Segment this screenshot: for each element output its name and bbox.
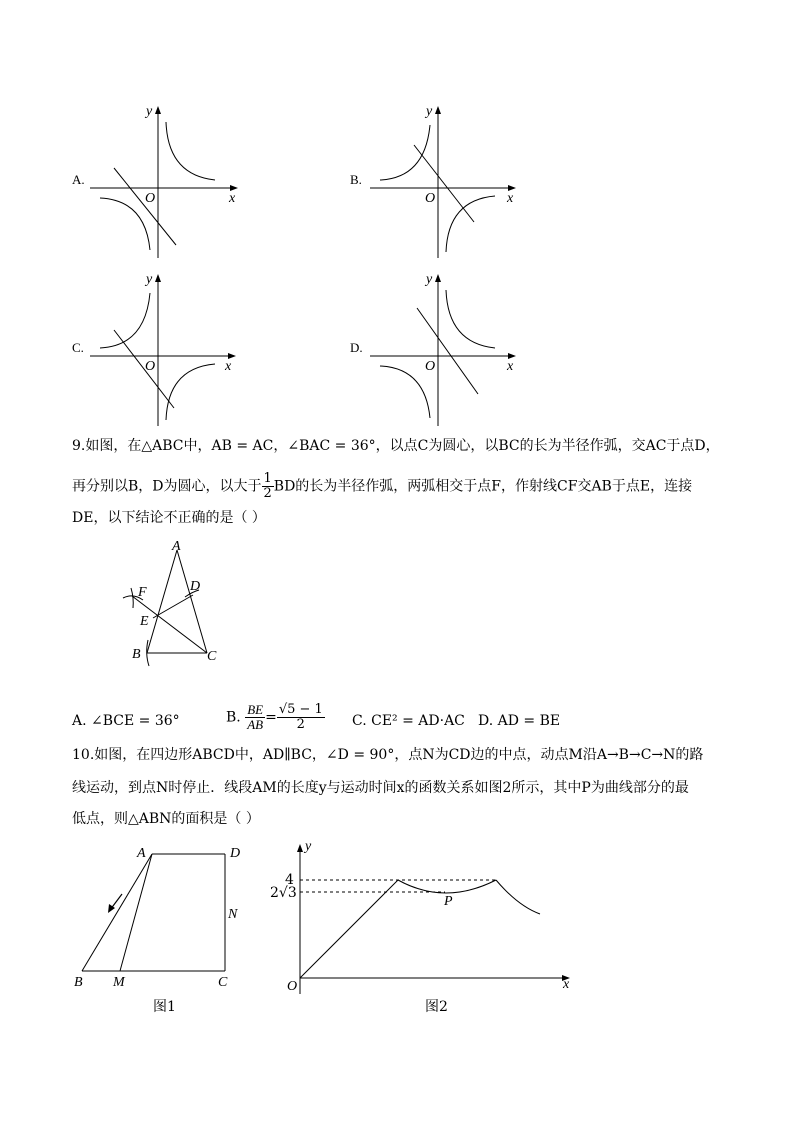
q10-text-line2: 线运动，到点N时停止．线段AM的长度y与运动时间x的函数关系如图2所示，其中P为曲线部分的最 (72, 780, 689, 796)
q10-fig1-label-m: M (113, 975, 125, 990)
q9-option-b-eq: = (265, 709, 277, 726)
q9-label-d: D (190, 579, 201, 594)
q10-fig1-label-c: C (218, 975, 228, 990)
option-a-y-label: y (146, 104, 153, 119)
q10-figure2 (270, 838, 580, 998)
option-a-origin: O (145, 191, 156, 206)
option-d-y-label: y (426, 272, 433, 287)
q9-option-b-lhs (245, 703, 265, 732)
option-d-graph (370, 268, 530, 428)
q9-label-e: E (140, 614, 149, 629)
q9-label-b: B (132, 647, 141, 662)
q10-fig2-tick-4: 4 (285, 872, 294, 888)
q10-fig1-label-b: B (74, 975, 83, 990)
q9-label-c: C (207, 649, 217, 664)
option-b-origin: O (425, 191, 436, 206)
q9-option-b-den: AB (247, 717, 264, 732)
option-c-origin: O (145, 359, 156, 374)
q9-option-b-rden: 2 (296, 717, 305, 732)
option-b-y-label: y (426, 104, 433, 119)
option-b-x-label: x (507, 191, 514, 206)
q9-half-fraction (262, 472, 274, 501)
q10-fig1-label-a: A (137, 846, 146, 861)
q10-fig1-caption: 图1 (153, 999, 176, 1015)
option-d-origin: O (425, 359, 436, 374)
q9-option-b-prefix: B. (226, 709, 241, 726)
q9-option-b[interactable] (226, 703, 325, 732)
q10-fig2-tick-2r3: 2√3 (270, 885, 297, 901)
q10-fig2-caption: 图2 (425, 999, 448, 1015)
q9-line2-start: 再分别以B，D为圆心，以大于 (72, 478, 262, 495)
q9-option-c[interactable]: C. CE² = AD·AC (352, 713, 465, 729)
option-d-x-label: x (507, 359, 514, 374)
q10-fig1-label-d: D (230, 846, 241, 861)
q9-line2-end: BD的长为半径作弧，两弧相交于点F，作射线CF交AB于点E，连接 (273, 478, 693, 495)
option-a-x-label: x (229, 191, 236, 206)
q10-text-line1: 10.如图，在四边形ABCD中，AD∥BC，∠D = 90°，点N为CD边的中点，动点M沿A→B→C→N的路 (72, 747, 704, 763)
q10-fig2-label-p: P (444, 894, 453, 909)
q10-fig2-y-label: y (305, 839, 312, 854)
option-c-graph (90, 268, 250, 428)
q10-fig1-label-n: N (228, 907, 238, 922)
q9-half-den: 2 (263, 486, 272, 501)
q9-text-line1: 9.如图，在△ABC中，AB = AC，∠BAC = 36°，以点C为圆心，以BC的长为半径作弧，交AC于点D， (72, 438, 720, 454)
q9-option-b-rhs (277, 703, 325, 732)
q9-option-d[interactable]: D. AD = BE (478, 713, 561, 729)
q9-option-a[interactable]: A. ∠BCE = 36° (72, 713, 180, 729)
option-c-label[interactable]: C. (72, 340, 84, 355)
q10-text-line3: 低点，则△ABN的面积是（ ） (72, 811, 260, 827)
q10-fig2-origin: O (287, 979, 298, 994)
option-b-label[interactable]: B. (350, 172, 362, 187)
q9-half-num: 1 (263, 471, 272, 486)
option-c-y-label: y (146, 272, 153, 287)
option-a-graph (90, 100, 250, 260)
option-c-x-label: x (225, 359, 232, 374)
q9-label-a: A (172, 539, 181, 554)
option-b-graph (370, 100, 530, 260)
option-a-label[interactable]: A. (72, 172, 85, 187)
q9-text-line2 (72, 472, 692, 501)
q10-fig2-x-label: x (563, 977, 570, 992)
q10-figure1 (70, 840, 250, 990)
option-d-label[interactable]: D. (350, 340, 363, 355)
q9-option-b-num: BE (247, 702, 264, 717)
q9-option-b-rnum: √5 − 1 (278, 702, 323, 717)
q9-text-line3: DE，以下结论不正确的是（ ） (72, 510, 266, 526)
q9-label-f: F (138, 585, 147, 600)
